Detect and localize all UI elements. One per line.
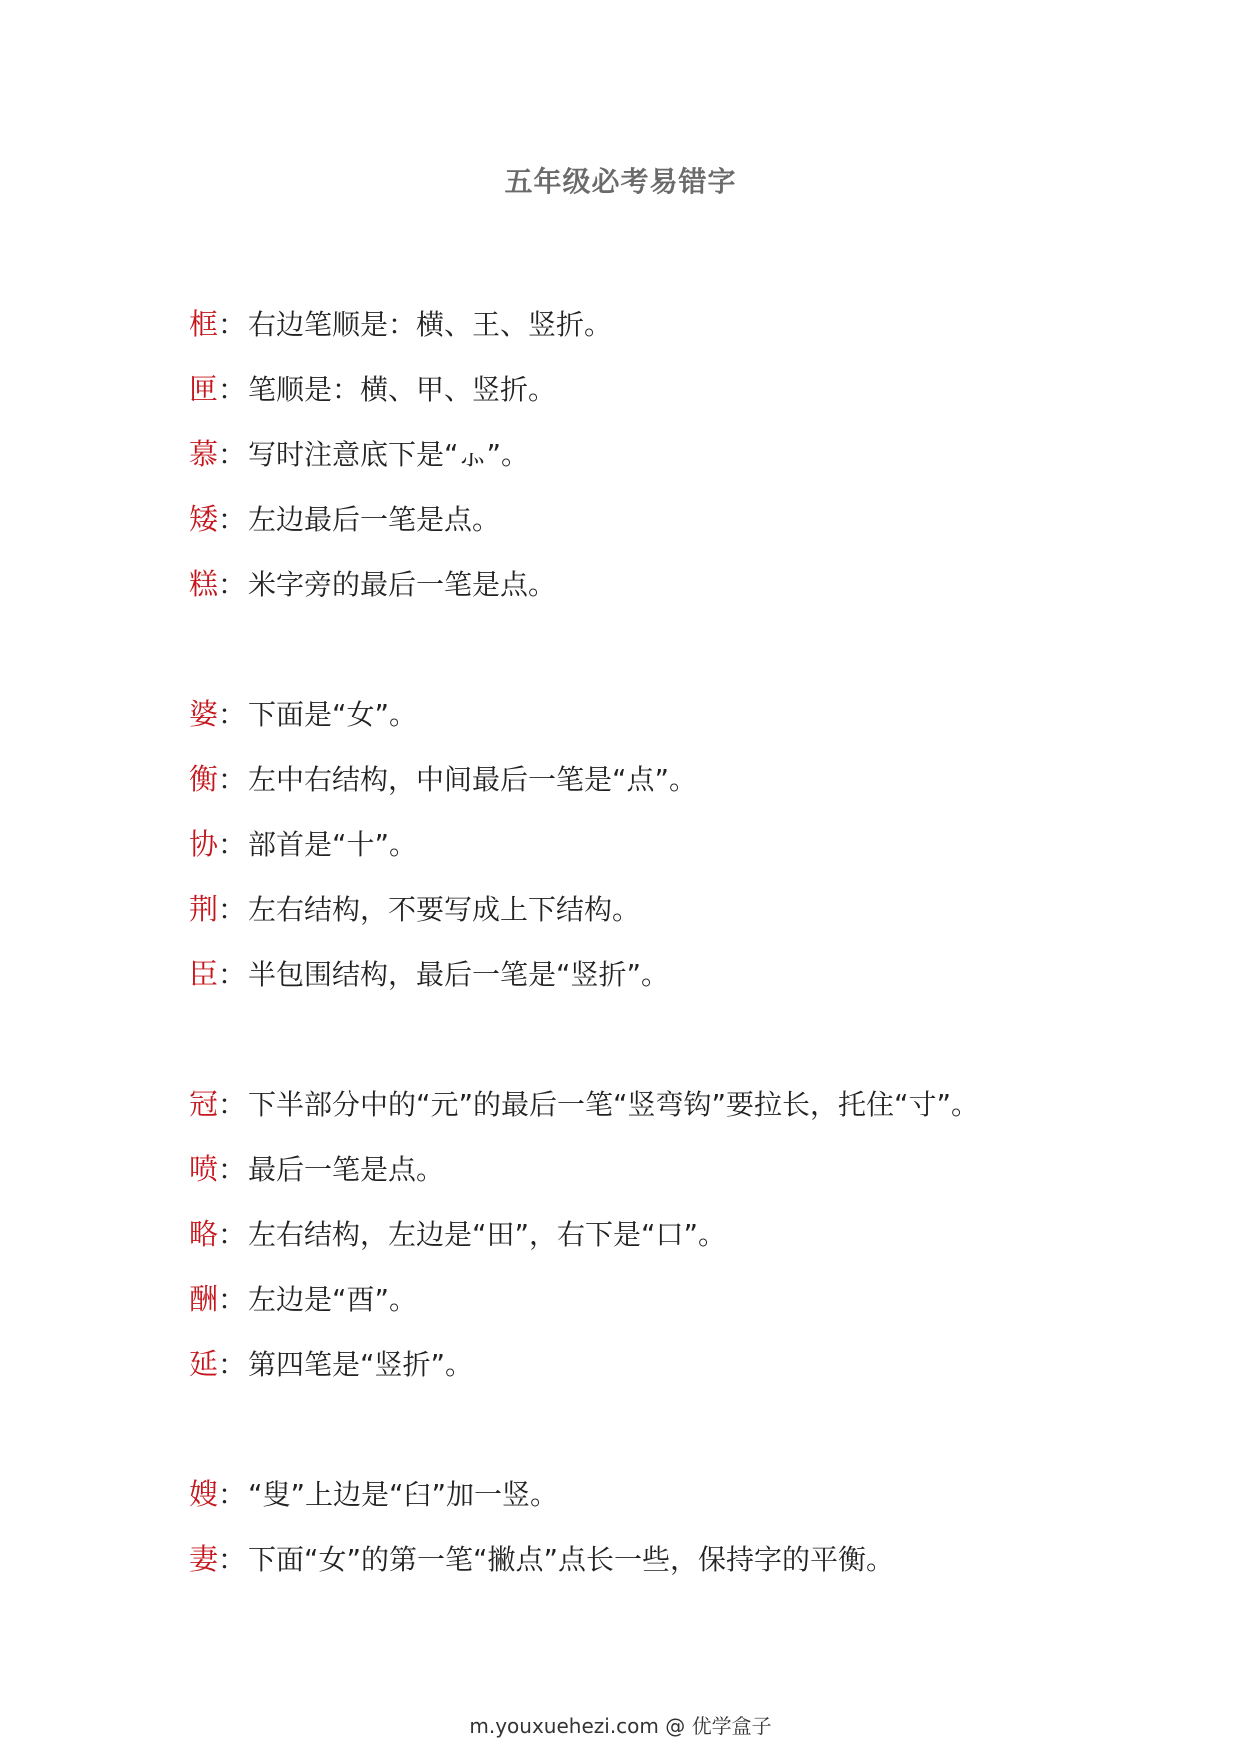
- separator: ：: [218, 827, 247, 861]
- separator: ：: [218, 1477, 247, 1511]
- character-note: 最后一笔是点。: [248, 1152, 445, 1186]
- error-prone-character: 婆: [189, 697, 219, 731]
- character-note: 下半部分中的“元”的最后一笔“竖弯钩”要拉长，托住“寸”。: [248, 1087, 980, 1121]
- list-item: [189, 1330, 1149, 1395]
- separator: ：: [218, 372, 247, 406]
- character-note: “叟”上边是“臼”加一竖。: [248, 1477, 559, 1511]
- error-prone-character: 嫂: [189, 1477, 219, 1511]
- character-note: 写时注意底下是“⺗”。: [248, 437, 530, 471]
- list-item: [189, 550, 1149, 615]
- error-prone-character: 衡: [189, 762, 219, 796]
- separator: ：: [218, 567, 247, 601]
- character-note: 半包围结构，最后一笔是“竖折”。: [248, 957, 670, 991]
- separator: ：: [218, 502, 247, 536]
- error-prone-character: 酬: [189, 1282, 219, 1316]
- error-prone-character: 臣: [189, 957, 219, 991]
- character-note: 左右结构，不要写成上下结构。: [248, 892, 641, 926]
- word-group: [189, 1460, 1149, 1590]
- list-item: [189, 355, 1149, 420]
- page-title: 五年级必考易错字: [504, 165, 737, 198]
- word-group: [189, 290, 1149, 615]
- separator: ：: [218, 957, 247, 991]
- list-item: [189, 1070, 1149, 1135]
- error-prone-character: 匣: [189, 372, 219, 406]
- character-note: 第四笔是“竖折”。: [248, 1347, 474, 1381]
- separator: ：: [218, 1152, 247, 1186]
- error-prone-character: 框: [189, 307, 219, 341]
- character-note: 左边是“酉”。: [248, 1282, 418, 1316]
- separator: ：: [218, 892, 247, 926]
- list-item: [189, 290, 1149, 355]
- character-note: 左边最后一笔是点。: [248, 502, 501, 536]
- footer-watermark: m.youxuehezi.com @ 优学盒子: [469, 1714, 772, 1738]
- list-item: [189, 1525, 1149, 1590]
- character-note: 下面是“女”。: [248, 697, 418, 731]
- error-prone-character: 矮: [189, 502, 219, 536]
- separator: ：: [218, 1347, 247, 1381]
- error-prone-character: 荆: [189, 892, 219, 926]
- error-prone-character: 糕: [189, 567, 219, 601]
- word-group: [189, 1070, 1149, 1395]
- separator: ：: [218, 1282, 247, 1316]
- character-note: 部首是“十”。: [248, 827, 418, 861]
- list-item: [189, 1460, 1149, 1525]
- separator: ：: [218, 697, 247, 731]
- character-note: 左中右结构，中间最后一笔是“点”。: [248, 762, 698, 796]
- error-prone-character: 慕: [189, 437, 219, 471]
- list-item: [189, 485, 1149, 550]
- list-item: [189, 420, 1149, 485]
- error-prone-character: 协: [189, 827, 219, 861]
- list-item: [189, 745, 1149, 810]
- error-prone-character: 略: [189, 1217, 219, 1251]
- list-item: [189, 680, 1149, 745]
- character-note: 左右结构，左边是“田”，右下是“口”。: [248, 1217, 727, 1251]
- word-list: [189, 290, 1149, 1655]
- character-note: 米字旁的最后一笔是点。: [248, 567, 557, 601]
- error-prone-character: 冠: [189, 1087, 219, 1121]
- list-item: [189, 810, 1149, 875]
- separator: ：: [218, 1542, 247, 1576]
- separator: ：: [218, 1087, 247, 1121]
- separator: ：: [218, 307, 247, 341]
- separator: ：: [218, 762, 247, 796]
- separator: ：: [218, 437, 247, 471]
- error-prone-character: 喷: [189, 1152, 219, 1186]
- list-item: [189, 940, 1149, 1005]
- character-note: 右边笔顺是：横、王、竖折。: [248, 307, 613, 341]
- list-item: [189, 875, 1149, 940]
- list-item: [189, 1135, 1149, 1200]
- error-prone-character: 延: [189, 1347, 219, 1381]
- list-item: [189, 1200, 1149, 1265]
- character-note: 笔顺是：横、甲、竖折。: [248, 372, 557, 406]
- character-note: 下面“女”的第一笔“撇点”点长一些，保持字的平衡。: [248, 1542, 895, 1576]
- word-group: [189, 680, 1149, 1005]
- list-item: [189, 1265, 1149, 1330]
- separator: ：: [218, 1217, 247, 1251]
- error-prone-character: 妻: [189, 1542, 219, 1576]
